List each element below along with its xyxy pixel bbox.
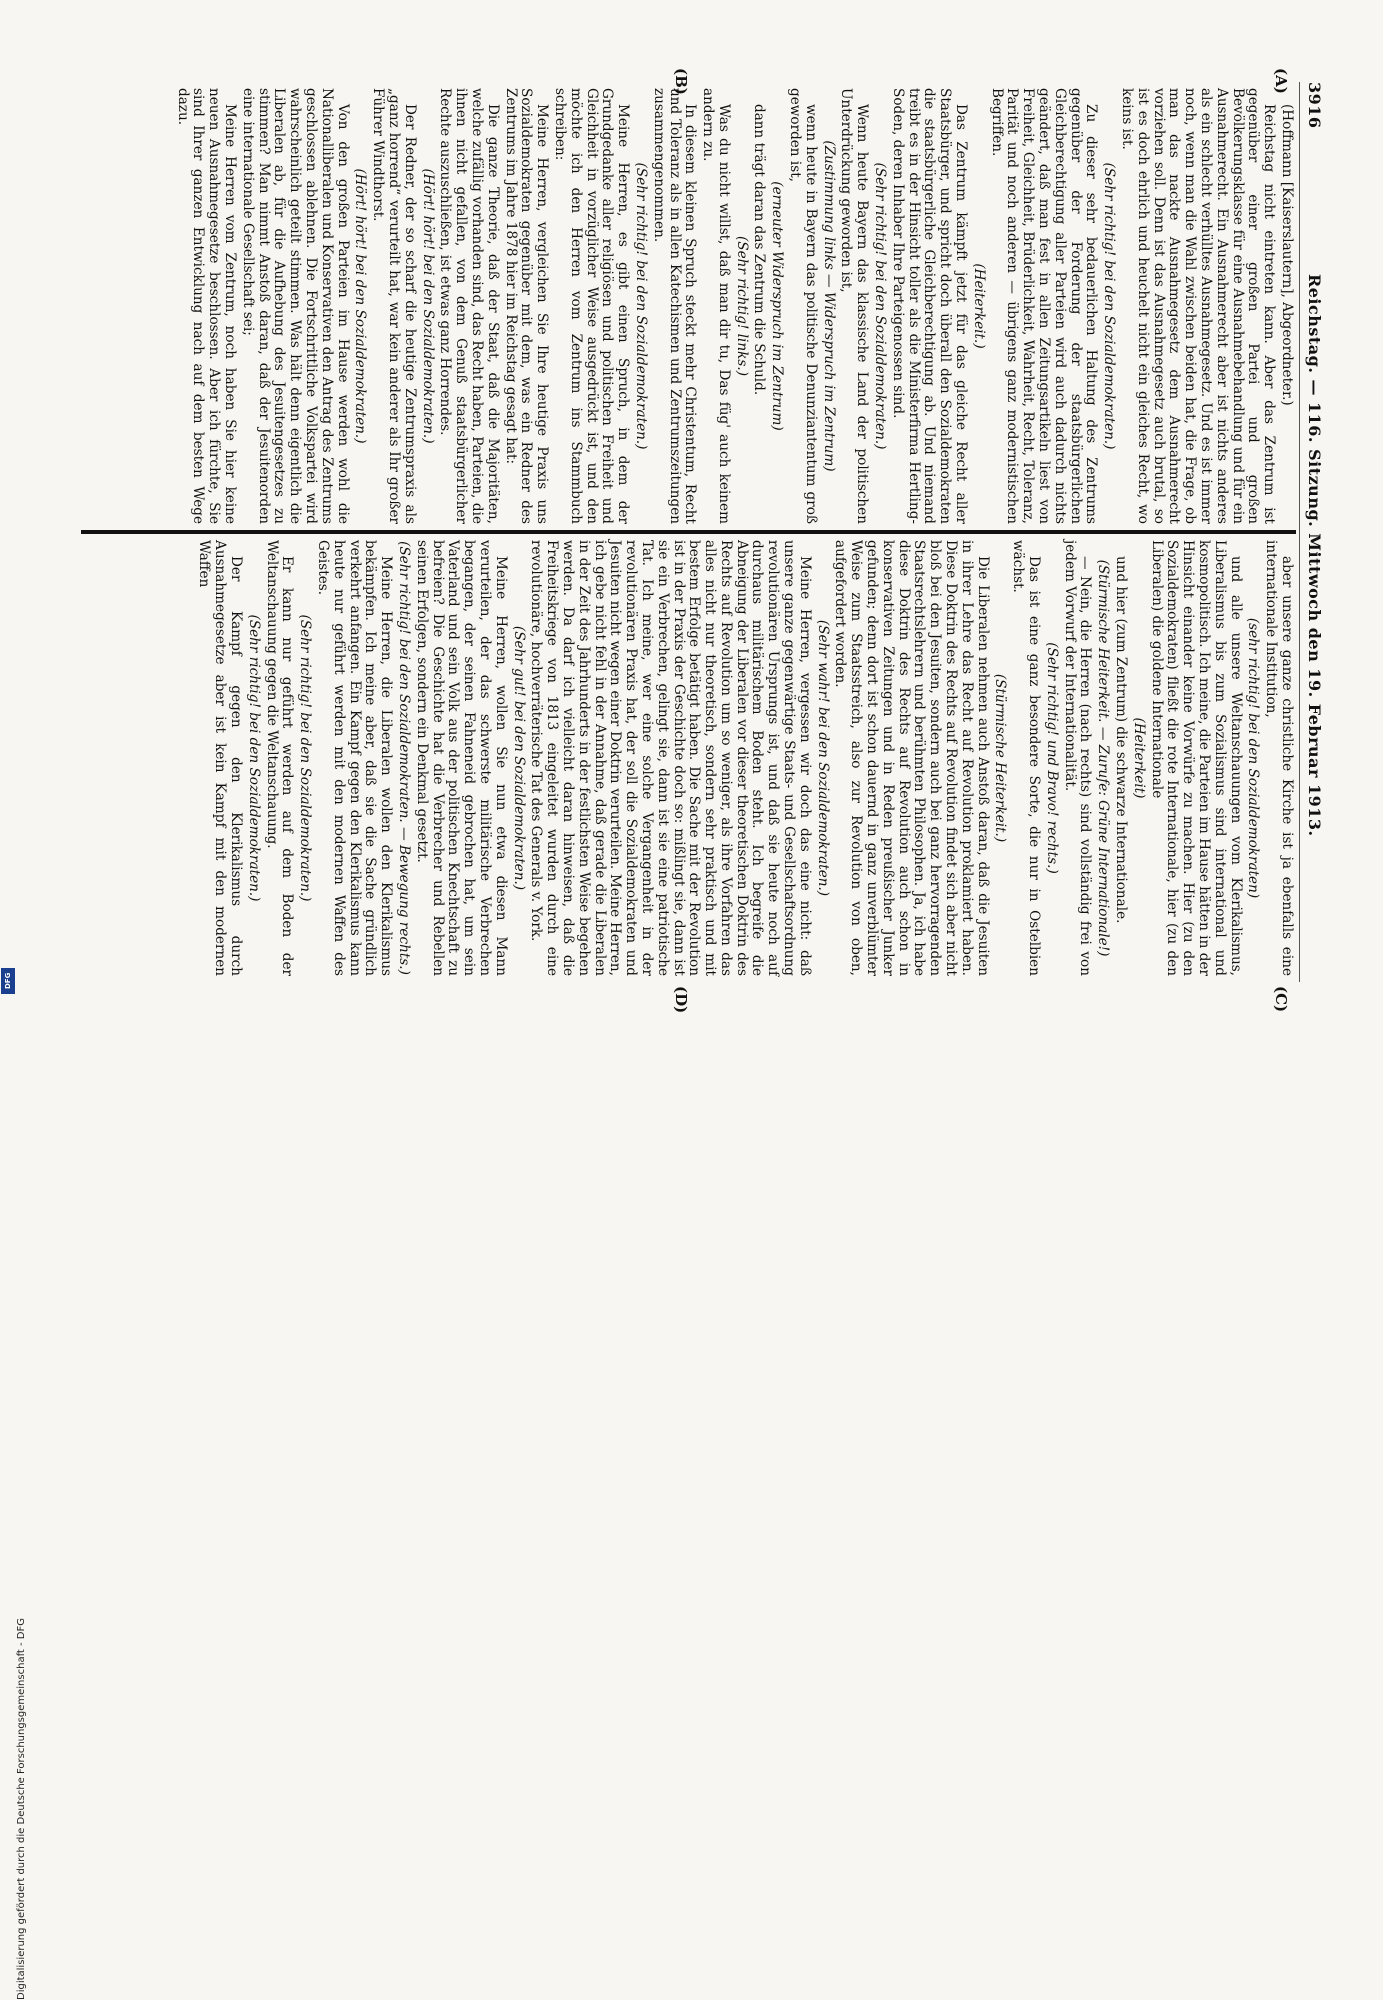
paragraph: Was du nicht willst, daß man dir tu, Das füg' auch keinem andern zu. xyxy=(700,88,732,524)
paragraph: Von den großen Parteien im Hause werden wohl die Nationalliberalen und Konservativen den Antrag des Zentrums geschlossen ablehnen. Die Fortschrittliche Volkspartei wird wahrscheinlich geteilt stimmen. Was hält denn eigentlich die Liberalen ab, für die Aufhebung des Jesuitengesetzes zu stimmen? Man nimmt Anstoß daran, daß der Jesuitenorden eine internationale Gesellschaft sei; xyxy=(239,88,351,524)
stage-direction: (Sehr richtig! und Bravo! rechts.) xyxy=(1043,642,1060,874)
left-column xyxy=(81,82,1296,530)
paragraph: Meine Herren, es gibt einen Spruch, in dem der Grundgedanke aller religiösen und politischen Freiheit und Gleichheit in vorzüglicher Weise ausgedrückt ist, und den möchte ich den Herren vom Zentrum ins Stammbuch schreiben: xyxy=(551,88,632,524)
paragraph: Das Zentrum kämpft jetzt für das gleiche Recht aller Staatsbürger, und spricht doch überall den Sozialdemokraten die staatsbürgerliche Gleichberechtigung ab. Und niemand treibt es in der Hinsicht toller als die Ministerfirma Hertling-Soden, deren Inhaber Ihre Parteigenossen sind. xyxy=(889,88,970,524)
stage-direction: (Sehr richtig! bei den Sozialdemokraten. — Bewegung rechts.) xyxy=(395,541,412,975)
paragraph: Meine Herren vom Zentrum, noch haben Sie hier keine neuen Ausnahmegesetze beschlossen. Aber ich fürchte, Sie sind Ihrer ganzen Entwicklung nach auf dem besten Wege dazu. xyxy=(174,88,238,524)
stage-direction: (Hört! hört! bei den Sozialdemokraten.) xyxy=(352,168,369,444)
stage-direction: (sehr richtig! bei den Sozialdemokraten) xyxy=(1245,617,1262,899)
paragraph: aber unsere ganze christliche Kirche ist ja ebenfalls eine internationale Institution, xyxy=(1263,540,1295,976)
paragraph: Meine Herren, wollen Sie nun etwa diesen Mann verurteilen, der das schwerste militärische Verbrechen begangen, der seinen Fahneneid gebrochen hat, um sein Vaterland und sein Volk aus der politischen Knechtschaft zu befreien? Die Geschichte hat die Verbrecher und Rebellen seinen Erfolgen, sondern ein Denkmal gesetzt. xyxy=(413,540,509,976)
margin-marker-b: (B) xyxy=(672,68,690,95)
text-columns xyxy=(81,82,1296,982)
paragraph: Meine Herren, vergleichen Sie Ihre heutige Praxis uns Sozialdemokraten gegenüber mit dem, was ein Redner des Zentrums im Jahre 1878 hier im Reichstag gesagt hat: xyxy=(502,88,551,524)
dfg-logo: DFG xyxy=(1,968,15,994)
digitization-note xyxy=(2,1000,27,2000)
stage-direction: (Zustimmung links — Widerspruch im Zentrum) xyxy=(820,140,837,472)
page-number: 3916 xyxy=(1305,82,1325,129)
paragraph: Wenn heute Bayern das klassische Land der politischen Unterdrückung geworden ist, xyxy=(838,88,871,524)
paragraph: Der Kampf gegen den Klerikalismus durch Ausnahmegesetze aber ist kein Kampf mit den modernen Waffen xyxy=(196,540,244,976)
stage-direction: (Sehr richtig! bei den Sozialdemokraten.) xyxy=(632,162,649,450)
paragraph: Reichstag nicht eintreten kann. Aber das Zentrum ist gegenüber einer großen Partei und großen Bevölkerungsklasse für eine Ausnahmebehandlung und für ein Ausnahmerecht. Ein Ausnahmerecht aber ist nichts anderes als ein schlecht verhülltes Ausnahmegesetz. Und es ist immer noch, wenn man die Wahl zwischen beiden hat, die Frage, ob man das nackte Ausnahmegesetz dem Ausnahmerecht vorziehen soll. Denn ist das Ausnahmegesetz auch brutal, so ist es doch ehrlich und heuchelt nicht ein gleiches Recht, wo keins ist. xyxy=(1119,88,1278,524)
paragraph: Meine Herren, vergessen wir doch das eine nicht: daß unsere ganze gegenwärtige Staats- und Gesellschaftsordnung revolutionären Ursprungs ist, und daß sie heute noch auf durchaus militärischem Boden steht. Ich begreife die Abneigung der Liberalen vor dieser theoretischen Doktrin des Rechts auf Revolution um so weniger, als ihre Vorfahren das alles nicht nur theoretisch, sondern sehr praktisch und mit bestem Erfolge betätigt haben. Die Sache mit der Revolution ist in der Praxis der Geschichte doch so: mißlingt sie, dann ist sie ein Verbrechen, gelingt sie, dann ist sie eine patriotische Tat. Ich meine, wer eine solche Vergangenheit in der revolutionären Praxis hat, der soll die Sozialdemokraten und Jesuiten nicht wegen einer Doktrin verurteilen. Meine Herren, ich gebe nicht fehl in der Annahme, daß gerade die Liberalen in der Zeit des Jahrhunderts in der festlichsten Weise begehen werden. Da darf ich vielleicht daran hinweisen, daß die Freiheitskriege von 1813 eingeleitet wurden durch eine revolutionäre, hochverräterische Tat des Generals v. York. xyxy=(528,540,813,976)
paragraph: Er kann nur geführt werden auf dem Boden der Weltanschauung gegen die Weltanschauung. xyxy=(263,540,296,976)
rotated-document-page xyxy=(75,68,1330,1014)
paragraph: (Hoffmann [Kaiserslautern], Abgeordneter.) xyxy=(1279,104,1295,406)
paragraph: dann trägt daran das Zentrum die Schuld. xyxy=(751,104,768,396)
right-column xyxy=(81,534,1296,982)
paragraph: Der Redner, der so scharf die heutige Zentrumspraxis als „ganz horrend“ verurteilt hat, war kein anderer als Ihr großer Führer Windthorst. xyxy=(370,88,418,524)
stage-direction: (Sehr richtig! bei den Sozialdemokraten.) xyxy=(297,614,314,902)
stage-direction: (Sehr gut! bei den Sozialdemokraten.) xyxy=(510,625,527,891)
stage-direction: (Heiterkeit) xyxy=(1130,717,1147,799)
paragraph: wenn heute in Bayern das politische Denunziantentum groß geworden ist, xyxy=(787,88,819,524)
margin-marker-c: (C) xyxy=(1272,986,1290,1013)
stage-direction: (Stürmische Heiterkeit. — Zurufe: Grüne Internationale!) xyxy=(1095,559,1112,957)
page-header xyxy=(1299,82,1330,982)
paragraph: Das ist eine ganz besondere Sorte, die nur in Ostelbien wächst. xyxy=(1010,540,1043,976)
stage-direction: (Sehr richtig! bei den Sozialdemokraten.) xyxy=(245,614,262,902)
digitization-note-text: Digitalisierung gefördert durch die Deutsche Forschungsgemeinschaft - DFG xyxy=(16,1617,27,2000)
stage-direction: (Sehr wahr! bei den Sozialdemokraten.) xyxy=(814,619,831,897)
stage-direction: (Hört! hört! bei den Sozialdemokraten.) xyxy=(419,168,436,444)
stage-direction: (Sehr richtig! links.) xyxy=(733,235,750,377)
paragraph: Die Liberalen nehmen auch Anstoß daran, daß die Jesuiten in ihrer Lehre das Recht auf Revolution proklamiert haben. Diese Doktrin des Rechts auf Revolution findet sich aber nicht bloß bei den Jesuiten, sondern auch bei ganz hervorragenden Staatsrechtslehrern und berühmten Philosophen. Ja, ich habe diese Doktrin des Rechts auf Revolution auch schon in konservativen Zeitungen und in Reden preußischer Junker gefunden; denn dort ist schon dauernd in ganz unverblümter Weise zum Staatsstreich, also zur Revolution von oben, aufgefordert worden. xyxy=(832,540,991,976)
stage-direction: (Heiterkeit.) xyxy=(970,263,987,349)
paragraph: In diesem kleinen Spruch steckt mehr Christentum, Recht und Toleranz als in allen Katechismen und Zentrumszeitungen zusammengenommen. xyxy=(650,88,699,524)
stage-direction: (Sehr richtig! bei den Sozialdemokraten.) xyxy=(872,162,889,450)
paragraph: Meine Herren, die Liberalen wollen den Klerikalismus bekämpfen. Ich meine aber, daß sie die Sache gründlich verkehrt anfangen. Ein Kampf gegen den Klerikalismus kann heute nur geführt werden mit den modernen Waffen des Geistes. xyxy=(314,540,395,976)
margin-marker-d: (D) xyxy=(672,986,690,1014)
stage-direction: (erneuter Widerspruch im Zentrum) xyxy=(769,181,786,431)
margin-marker-a: (A) xyxy=(1272,68,1290,94)
paragraph: Die ganze Theorie, daß der Staat, daß die Majoritäten, welche zufällig vorhanden sind, das Recht haben, Parteien, die ihnen nicht gefallen, von dem Genuß staatsbürgerlicher Rechte auszuschließen, ist etwas ganz Horrendes. xyxy=(437,88,501,524)
paragraph: Zu dieser sehr bedauerlichen Haltung des Zentrums gegenüber der Forderung der staatsbürgerlichen Gleichberechtigung aller Parteien wird auch dadurch nichts geändert, daß man fest in allen Zeitungsartikeln liest von Freiheit, Gleichheit, Brüderlichkeit, Wahrheit, Recht, Toleranz, Parität und noch anderen — übrigens ganz modernistischen Begriffen. xyxy=(988,88,1100,524)
running-head: Reichstag. — 116. Sitzung. Mittwoch den 19. Februar 1913. xyxy=(1305,273,1325,837)
paragraph: und alle unsere Weltanschauungen vom Klerikalismus, Liberalismus bis zum Sozialismus sind international und kosmopolitisch. Ich meine, die Parteien im Hause hätten in der Hinsicht einander keine Vorwürfe zu machen. Hier (zu den Sozialdemokraten) fließt die rote Internationale, hier (zu den Liberalen) die goldene Internationale xyxy=(1148,540,1244,976)
stage-direction: (Sehr richtig! bei den Sozialdemokraten.) xyxy=(1101,162,1118,450)
stage-direction: (Stürmische Heiterkeit.) xyxy=(992,673,1009,843)
paragraph: und hier (zum Zentrum) die schwarze Internationale. xyxy=(1113,556,1130,924)
paragraph: — Nein, die Herren (nach rechts) sind vollständig frei von jedem Vorwurf der Internationalität. xyxy=(1061,540,1094,976)
